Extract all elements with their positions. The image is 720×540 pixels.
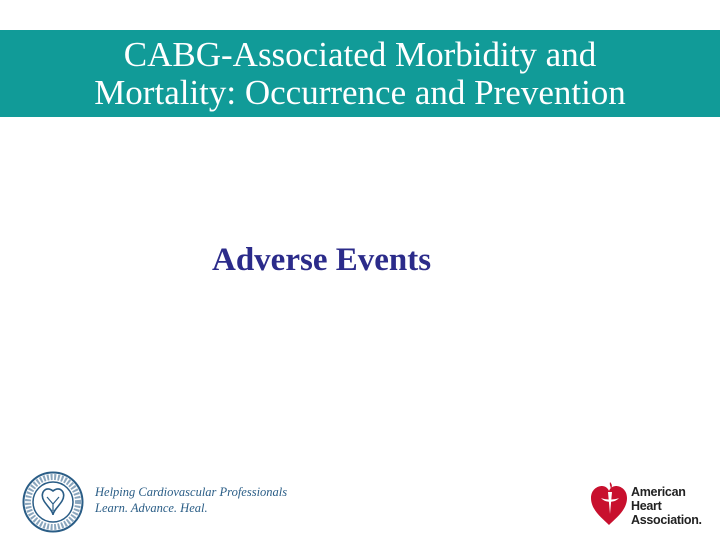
- acc-seal-logo-icon: [22, 471, 84, 533]
- slide-title-line-2: Mortality: Occurrence and Prevention: [94, 72, 626, 112]
- aha-wordmark-line-2: Heart: [631, 499, 662, 513]
- slide-subtitle: Adverse Events: [212, 242, 432, 278]
- acc-tagline: [95, 484, 287, 516]
- aha-wordmark: [631, 485, 702, 527]
- slide-title-line-1: CABG-Associated Morbidity and: [123, 34, 597, 74]
- aha-heart-torch-icon: [588, 478, 630, 528]
- aha-wordmark-line-3: Association.: [631, 513, 702, 527]
- acc-tagline-line-2: Learn. Advance. Heal.: [95, 501, 208, 515]
- title-bar: [0, 30, 720, 117]
- aha-wordmark-line-1: American: [631, 485, 686, 499]
- acc-tagline-line-1: Helping Cardiovascular Professionals: [95, 485, 288, 499]
